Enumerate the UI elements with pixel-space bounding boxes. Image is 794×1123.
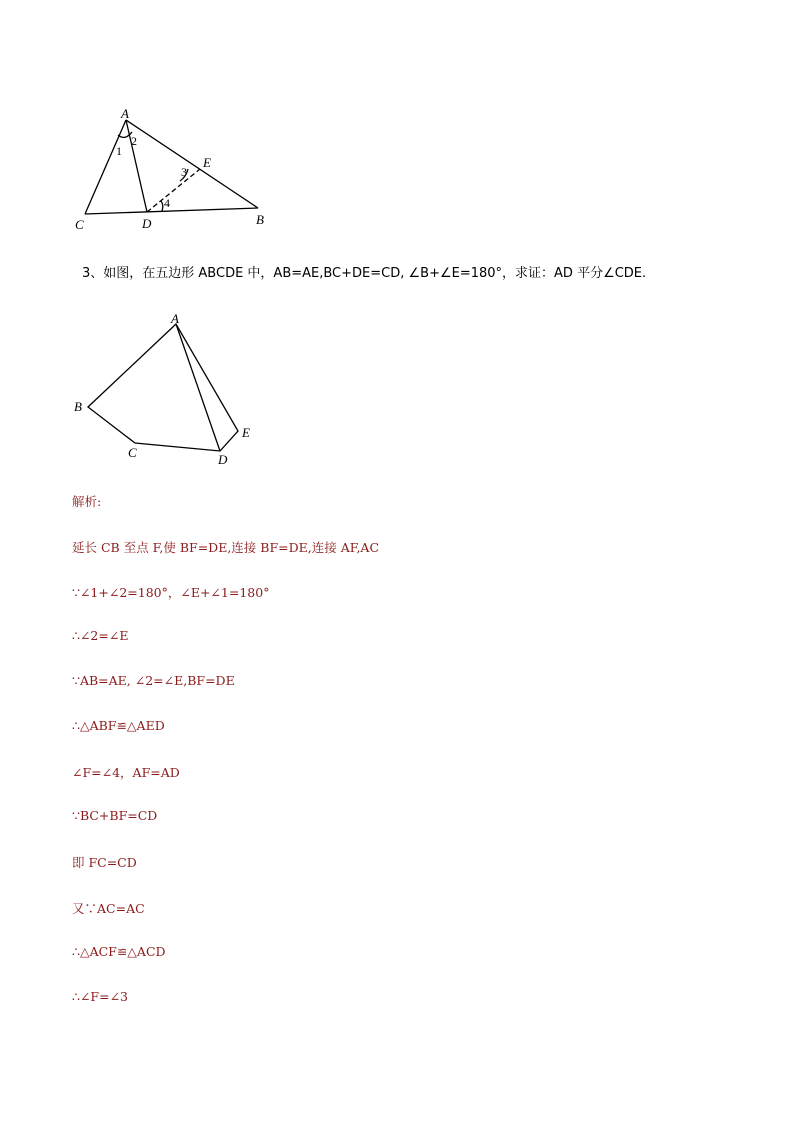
solution-line: ∵BC+BF=CD: [72, 808, 158, 823]
angle-arc-4: [161, 201, 163, 211]
solution-line: 又∵AC=AC: [72, 901, 145, 916]
solution-line: ∵AB=AE, ∠2=∠E,BF=DE: [72, 673, 235, 688]
label-E: E: [203, 155, 211, 170]
segment-AB: [126, 120, 258, 208]
angle-label-1: 1: [116, 144, 122, 158]
label-C: C: [75, 217, 84, 232]
solution-line: ∴∠2=∠E: [72, 628, 129, 643]
solution-line: 延长 CB 至点 F,使 BF=DE,连接 BF=DE,连接 AF,AC: [72, 540, 380, 555]
angle-label-2: 2: [131, 134, 137, 148]
angle-label-4: 4: [164, 196, 170, 210]
pentagon-diagram: [70, 305, 270, 470]
label-A: A: [171, 311, 179, 326]
problem-3-statement: 3、如图，在五边形 ABCDE 中，AB=AE,BC+DE=CD, ∠B+∠E=180°，求证：AD 平分∠CDE.: [82, 266, 647, 281]
solution-line: 即 FC=CD: [72, 855, 137, 870]
segment-AC: [85, 120, 126, 214]
figure-pentagon: [70, 305, 270, 470]
segment-CB: [85, 208, 258, 214]
label-E: E: [242, 425, 250, 440]
angle-label-3: 3: [181, 165, 187, 179]
solution-title: 解析:: [72, 494, 102, 509]
label-B: B: [74, 399, 82, 414]
solution-line: ∴△ACF≌△ACD: [72, 944, 166, 959]
label-C: C: [128, 445, 137, 460]
solution-line: ∴∠F=∠3: [72, 989, 128, 1004]
figure-triangle: [70, 105, 290, 235]
solution-line: ∵∠1+∠2=180°，∠E+∠1=180°: [72, 585, 270, 600]
triangle-diagram: [70, 105, 290, 235]
label-D: D: [142, 216, 152, 231]
label-B: B: [256, 212, 264, 227]
segment-DE-dashed: [147, 169, 200, 212]
solution-line: ∠F=∠4，AF=AD: [72, 765, 180, 780]
label-D: D: [218, 452, 228, 467]
pentagon-outline: [88, 324, 238, 451]
solution-line: ∴△ABF≌△AED: [72, 718, 165, 733]
label-A: A: [121, 106, 129, 121]
